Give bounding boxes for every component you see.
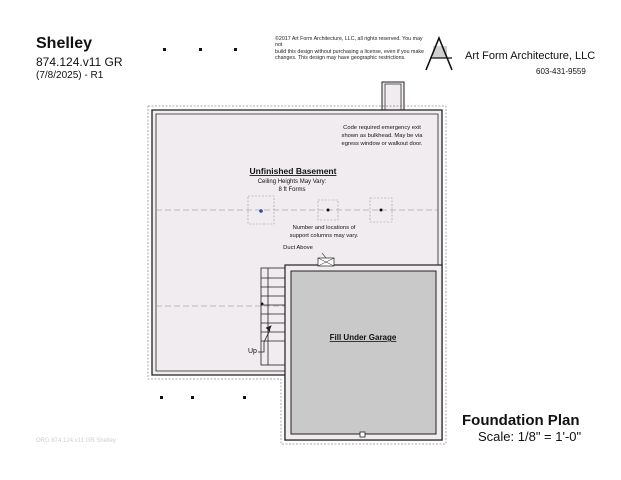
copyright-line: changes. This design may have geographic restrictions. xyxy=(275,55,406,62)
copyright-line: build this design without purchasing a license, even if you make xyxy=(275,48,424,55)
copyright-line: ©2017 Art Form Architecture, LLC, all rights reserved. You may not xyxy=(275,36,423,49)
stair-up-label: Up xyxy=(248,348,257,355)
columns-note: Number and locations of xyxy=(292,225,356,231)
bulkhead-egress xyxy=(382,82,404,114)
basement-title: Unfinished Basement xyxy=(249,166,337,176)
duct-label: Duct Above xyxy=(283,245,313,251)
plan-scale: Scale: 1/8" = 1'-0" xyxy=(478,429,582,444)
garage-label: Fill Under Garage xyxy=(329,333,397,342)
plan-name: Shelley xyxy=(36,35,93,52)
watermark: ORG 874.124.v11 GR Shelley xyxy=(36,438,116,444)
triangle-a-logo-icon xyxy=(426,38,452,70)
ceiling-note: 8 ft Forms xyxy=(278,187,306,193)
company-name: Art Form Architecture, LLC xyxy=(465,50,596,62)
ceiling-note: Ceiling Heights May Vary: xyxy=(257,179,327,185)
plan-date: (7/8/2025) - R1 xyxy=(36,70,104,81)
egress-note: Code required emergency exit xyxy=(343,125,421,131)
plan-title: Foundation Plan xyxy=(462,412,580,429)
garage-fill-area xyxy=(285,265,442,440)
dimension-marks-top xyxy=(163,48,237,51)
company-phone: 603-431-9559 xyxy=(536,67,586,76)
plan-number: 874.124.v11 GR xyxy=(36,55,123,69)
columns-note: support columns may vary. xyxy=(289,233,359,239)
egress-note: egress window or walkout door. xyxy=(341,141,423,147)
egress-note: shown as bulkhead. May be via xyxy=(341,133,423,139)
